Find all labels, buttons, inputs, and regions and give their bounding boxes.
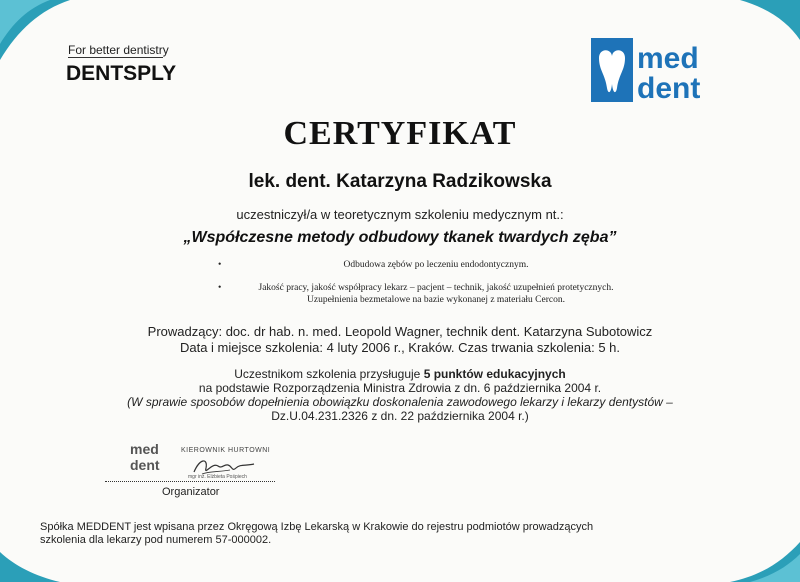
meddent-logo-line1: med: [637, 42, 699, 75]
certificate-title: CERTYFIKAT: [283, 115, 517, 152]
signature-line: [105, 481, 275, 482]
topic-text: Jakość pracy, jakość współpracy lekarz – pacjent – technik, jakość uzupełnień protetycznych. Uzupełnienia bezmetalowe na bazie wykonanej z materiału Cercon.: [258, 283, 614, 305]
registration-note-line1: Spółka MEDDENT jest wpisana przez Okręgową Izbę Lekarską w Krakowie do rejestru podmiotów prowadzących: [40, 521, 594, 533]
dentsply-tagline: For better dentistry: [68, 43, 169, 57]
instructors-line: Prowadzący: doc. dr hab. n. med. Leopold Wagner, technik dent. Katarzyna Subotowicz: [147, 324, 653, 339]
legal-detail-2: Dz.U.04.231.2326 z dn. 22 października 2004 r.): [271, 409, 529, 423]
dentsply-logo: DENTSPLY: [66, 62, 177, 85]
registration-note-line2: szkolenia dla lekarzy pod numerem 57-000002.: [40, 534, 272, 546]
points-line: [0, 367, 800, 381]
legal-basis: na podstawie Rozporządzenia Ministra Zdrowia z dn. 6 października 2004 r.: [198, 381, 602, 395]
corner-decoration-top-left: [0, 0, 70, 60]
date-place-line: Data i miejsce szkolenia: 4 luty 2006 r., Kraków. Czas trwania szkolenia: 5 h.: [179, 340, 621, 355]
svg-text:med: med: [130, 441, 159, 457]
corner-decoration-bottom-left: [0, 552, 60, 582]
bullet-icon: •: [218, 260, 222, 270]
meddent-logo-line2: dent: [637, 72, 701, 102]
organizer-label: Organizator: [162, 486, 220, 498]
topic-list: [218, 259, 638, 306]
tagline-divider: [68, 57, 163, 58]
points-prefix: Uczestnikom szkolenia przysługuje: [234, 367, 424, 381]
topic-item: [218, 259, 638, 271]
stamp-title: KIEROWNIK HURTOWNI: [181, 447, 271, 454]
stamp-name: mgr inż. Elżbieta Pośpiech: [188, 474, 247, 480]
svg-text:dent: dent: [130, 457, 160, 473]
recipient-name: lek. dent. Katarzyna Radzikowska: [248, 171, 552, 192]
legal-detail-1: (W sprawie sposobów dopełnienia obowiązku doskonalenia zawodowego lekarzy i lekarzy dentystów –: [127, 395, 673, 409]
topic-text: Odbudowa zębów po leczeniu endodontycznym.: [343, 260, 529, 270]
bullet-icon: •: [218, 283, 222, 293]
course-title: „Współczesne metody odbudowy tkanek twardych zęba”: [183, 229, 617, 246]
topic-item: [218, 282, 638, 306]
corner-decoration-bottom-right: [730, 542, 800, 582]
organizer-stamp-logo: [128, 440, 168, 474]
corner-decoration-top-right: [740, 0, 800, 40]
meddent-logo: [591, 38, 743, 102]
points-value: 5 punktów edukacyjnych: [423, 367, 566, 381]
participation-statement: uczestniczył/a w teoretycznym szkoleniu medycznym nt.:: [236, 207, 564, 222]
education-points-block: [0, 367, 800, 423]
registration-note: [40, 521, 660, 547]
